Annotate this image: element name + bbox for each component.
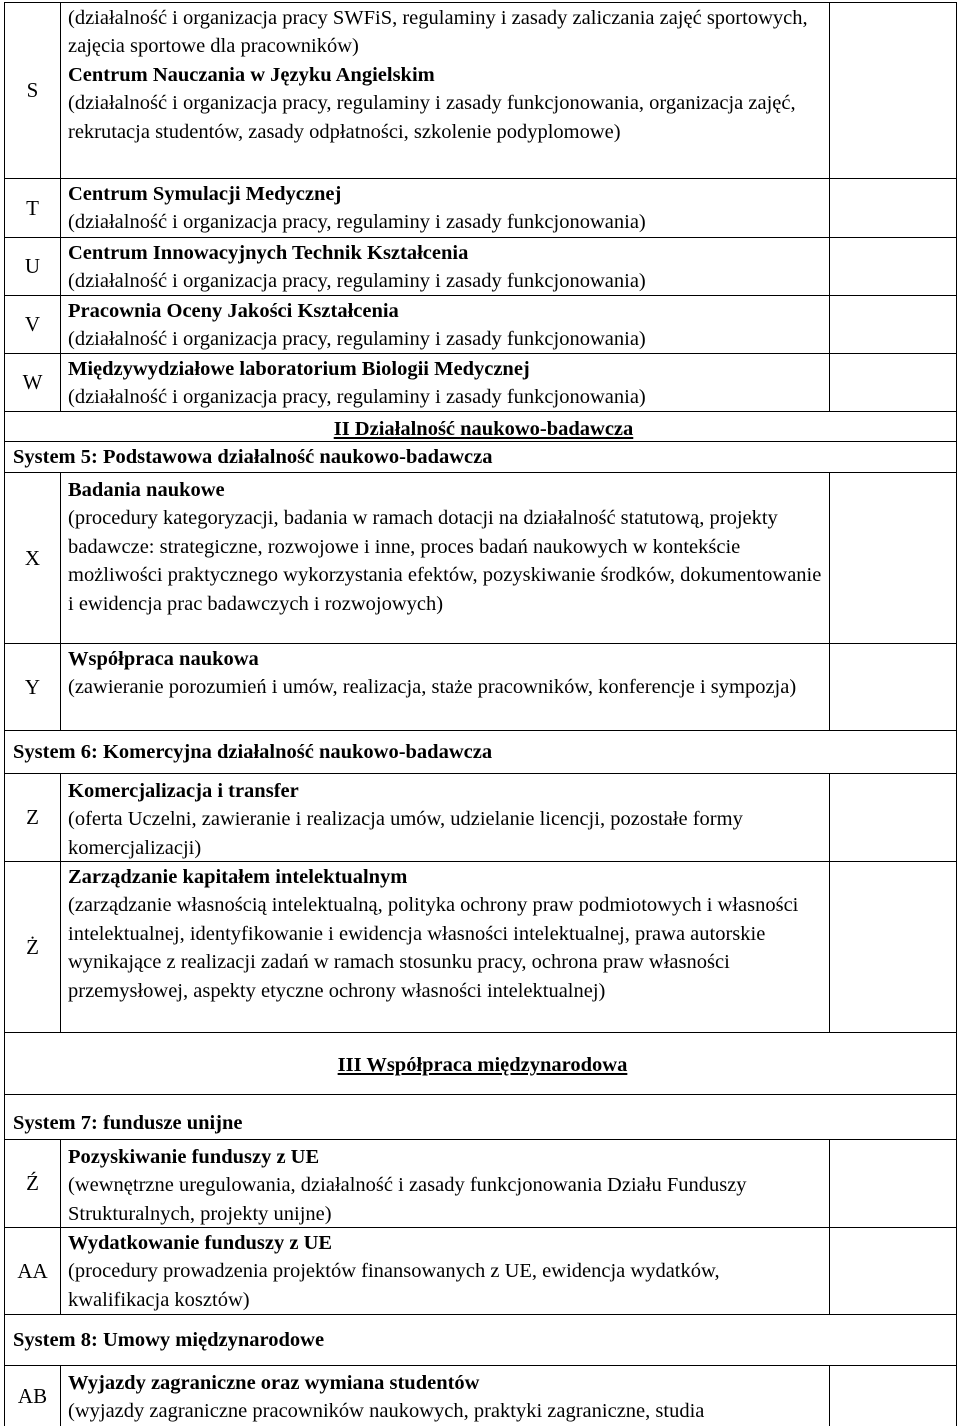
row-content — [60, 1365, 830, 1426]
row-letter: V — [4, 295, 61, 354]
row-blank-cell — [829, 2, 957, 179]
section-heading-text: II Działalność naukowo-badawcza — [333, 418, 634, 440]
row-title: Międzywydziałowe laboratorium Biologii Medycznej — [68, 358, 530, 380]
row-description: (działalność i organizacja pracy, regulaminy i zasady funkcjonowania) — [68, 328, 646, 351]
row-content — [60, 643, 830, 731]
row-title: Wydatkowanie funduszy z UE — [68, 1232, 333, 1254]
row-description: (oferta Uczelni, zawieranie i realizacja umów, udzielanie licencji, pozostałe formy komercjalizacji) — [68, 808, 743, 859]
row-blank-cell — [829, 295, 957, 354]
row-description: (działalność i organizacja pracy, regulaminy i zasady funkcjonowania) — [68, 270, 646, 293]
row-letter: Ż — [4, 861, 61, 1033]
row-blank-cell — [829, 472, 957, 644]
row-description: (wewnętrzne uregulowania, działalność i zasady funkcjonowania Działu Funduszy Strukturalnych, projekty unijne) — [68, 1174, 747, 1225]
row-content — [60, 773, 830, 862]
row-blank-cell — [829, 773, 957, 862]
row-description: (działalność i organizacja pracy, regulaminy i zasady funkcjonowania, organizacja zajęć, rekrutacja studentów, zasady odpłatności, szkolenie podyplomowe) — [68, 92, 796, 143]
row-blank-cell — [829, 178, 957, 238]
section-heading — [4, 1032, 957, 1095]
section-heading — [4, 411, 957, 442]
row-description: (procedury kategoryzacji, badania w ramach dotacji na działalność statutową, projekty badawcze: strategiczne, rozwojowe i inne, proces badań naukowych w kontekście możliwości praktycznego wykorzystania efektów, pozyskiwanie środków, dokumentowanie i ewidencja prac badawczych i rozwojowych) — [68, 507, 822, 615]
row-content — [60, 295, 830, 354]
row-content — [60, 2, 830, 179]
row-description: (procedury prowadzenia projektów finansowanych z UE, ewidencja wydatków, kwalifikacja kosztów) — [68, 1260, 720, 1311]
row-blank-cell — [829, 861, 957, 1033]
row-letter: W — [4, 353, 61, 412]
row-letter: AA — [4, 1227, 61, 1315]
row-title: Centrum Innowacyjnych Technik Kształcenia — [68, 242, 469, 264]
row-description: (działalność i organizacja pracy, regulaminy i zasady funkcjonowania) — [68, 211, 646, 234]
section-heading-text: III Współpraca międzynarodowa — [337, 1054, 628, 1076]
row-content — [60, 472, 830, 644]
row-content — [60, 178, 830, 238]
row-content — [60, 353, 830, 412]
row-content — [60, 861, 830, 1033]
row-description: (działalność i organizacja pracy SWFiS, regulaminy i zasady zaliczania zajęć sportowych, zajęcia sportowe dla pracowników) — [68, 7, 808, 58]
row-blank-cell — [829, 237, 957, 296]
system-heading: System 8: Umowy międzynarodowe — [4, 1314, 957, 1366]
row-letter: T — [4, 178, 61, 238]
row-blank-cell — [829, 353, 957, 412]
row-description: (zawieranie porozumień i umów, realizacja, staże pracowników, konferencje i sympozja) — [68, 676, 797, 699]
row-description: (wyjazdy zagraniczne pracowników naukowych, praktyki zagraniczne, studia — [68, 1400, 705, 1423]
row-title: Centrum Nauczania w Języku Angielskim — [68, 63, 435, 86]
row-letter: X — [4, 472, 61, 644]
row-letter: Z — [4, 773, 61, 862]
row-letter: U — [4, 237, 61, 296]
row-content — [60, 1139, 830, 1228]
row-title: Współpraca naukowa — [68, 648, 259, 670]
system-heading: System 5: Podstawowa działalność naukowo-badawcza — [4, 441, 957, 473]
row-title: Pracownia Oceny Jakości Kształcenia — [68, 300, 399, 322]
row-letter: S — [4, 2, 61, 179]
row-letter: AB — [4, 1365, 61, 1426]
system-heading: System 6: Komercyjna działalność naukowo-badawcza — [4, 730, 957, 774]
row-letter: Y — [4, 643, 61, 731]
row-blank-cell — [829, 643, 957, 731]
row-blank-cell — [829, 1365, 957, 1426]
row-blank-cell — [829, 1227, 957, 1315]
row-title: Zarządzanie kapitałem intelektualnym — [68, 866, 408, 888]
row-content — [60, 237, 830, 296]
system-heading: System 7: fundusze unijne — [4, 1094, 957, 1140]
row-description: (działalność i organizacja pracy, regulaminy i zasady funkcjonowania) — [68, 386, 646, 409]
row-blank-cell — [829, 1139, 957, 1228]
row-title: Pozyskiwanie funduszy z UE — [68, 1146, 320, 1168]
row-description: (zarządzanie własnością intelektualną, polityka ochrony praw podmiotowych i własności intelektualnej, identyfikowanie i ewidencja własności intelektualnej, prawa autorskie wynikające z realizacji zadań w ramach stosunku pracy, ochrona praw własności przemysłowej, aspekty etyczne ochrony własności intelektualnej) — [68, 894, 799, 1002]
row-title: Wyjazdy zagraniczne oraz wymiana studentów — [68, 1372, 480, 1394]
row-title: Badania naukowe — [68, 479, 225, 501]
row-content — [60, 1227, 830, 1315]
row-title: Centrum Symulacji Medycznej — [68, 183, 342, 205]
row-title: Komercjalizacja i transfer — [68, 780, 299, 802]
row-letter: Ź — [4, 1139, 61, 1228]
